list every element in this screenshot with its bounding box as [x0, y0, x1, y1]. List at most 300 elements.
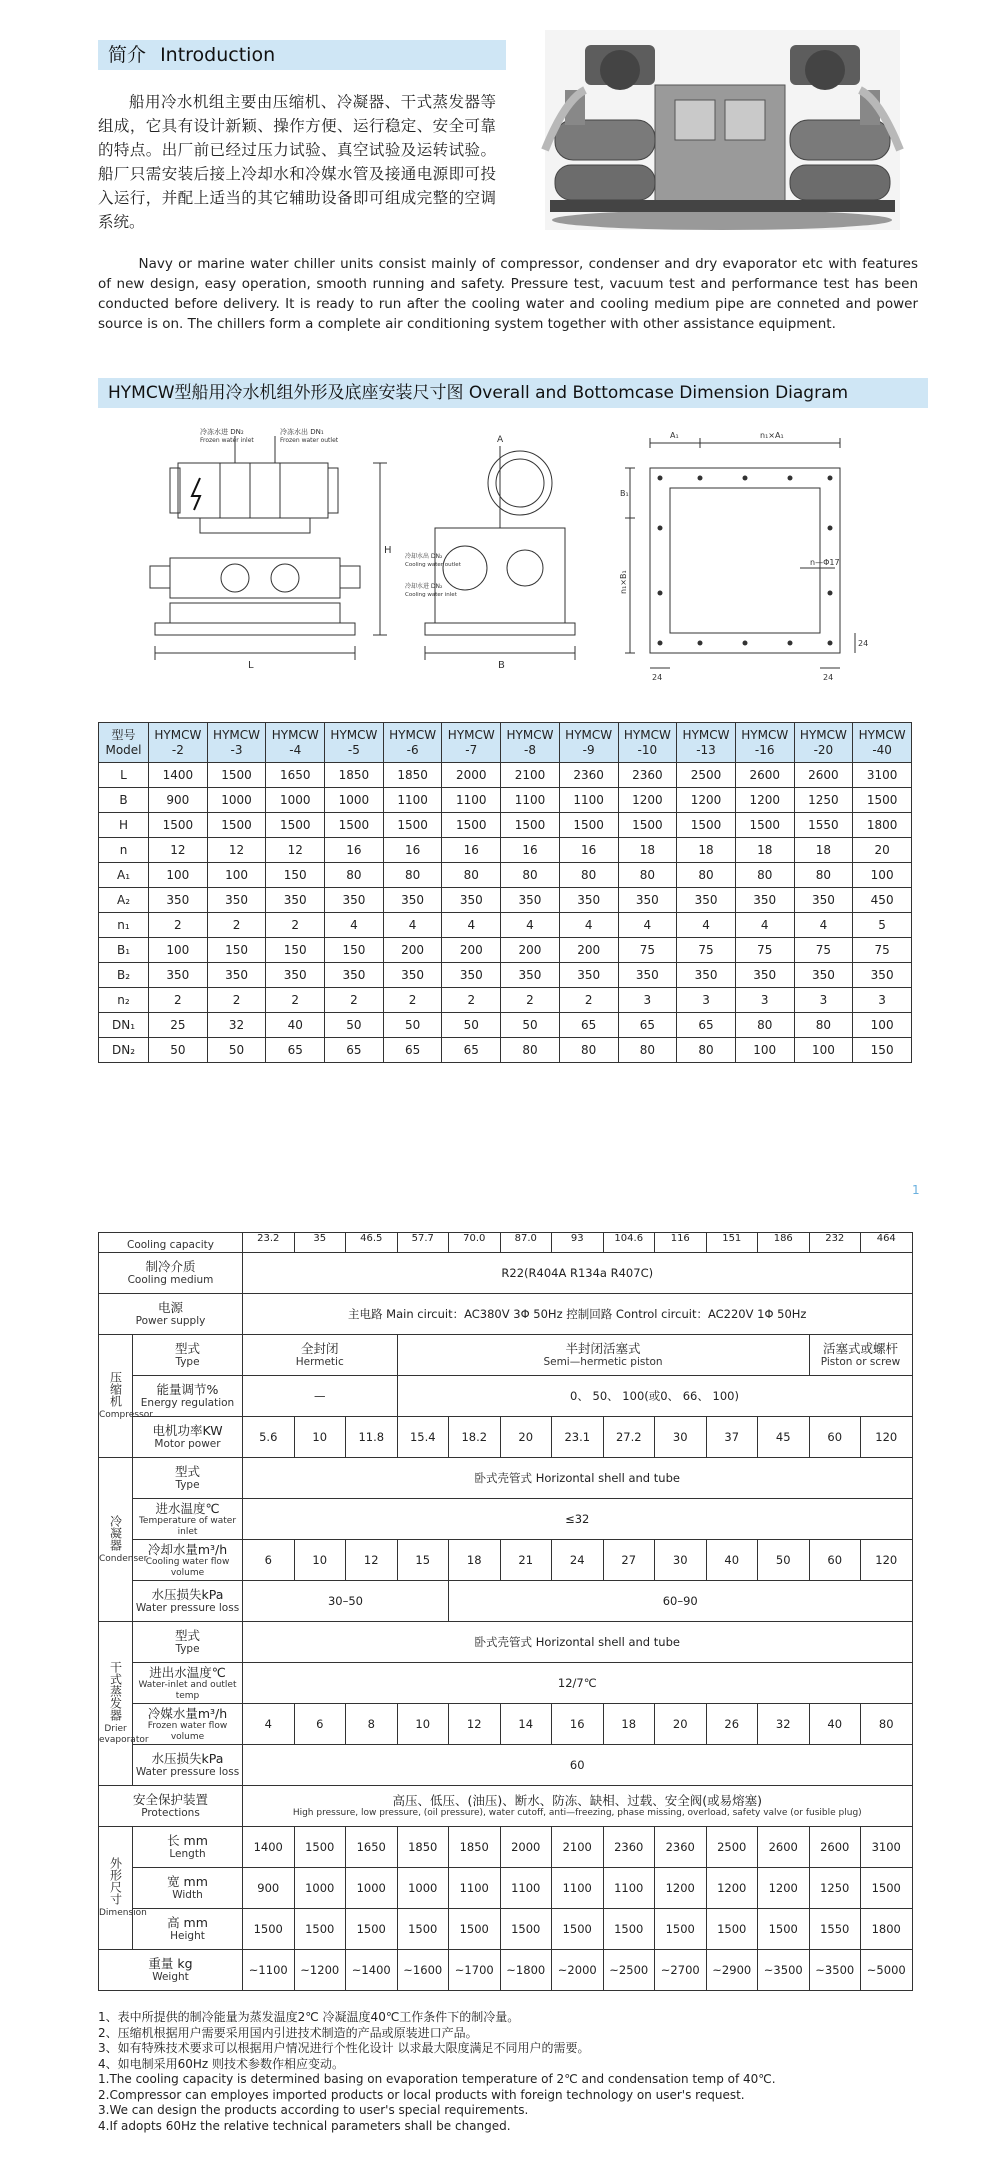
- note-line: 4.If adopts 60Hz the relative technical parameters shall be changed.: [98, 2118, 511, 2133]
- label-fw-out-zh: 冷冻水出 DN₁: [280, 428, 324, 436]
- dimension-cell: 350: [735, 888, 794, 913]
- width-cell: 1250: [809, 1868, 861, 1909]
- dimension-cell: 100: [207, 863, 266, 888]
- dimension-cell: 350: [735, 963, 794, 988]
- dimension-cell: 32: [207, 1013, 266, 1038]
- cond-flow-cell: 21: [500, 1540, 552, 1581]
- dimension-cell: 12: [266, 838, 325, 863]
- cond-flow-cell: 50: [758, 1540, 810, 1581]
- weight-cell: ~2500: [603, 1950, 655, 1991]
- model-header-cell: HYMCW -40: [853, 723, 912, 763]
- dimension-row-label: n₂: [99, 988, 149, 1013]
- width-cell: 1000: [294, 1868, 346, 1909]
- dimension-table: [98, 722, 912, 1063]
- length-cell: 1500: [294, 1827, 346, 1868]
- dimension-cell: 350: [442, 963, 501, 988]
- dimension-cell: 4: [677, 913, 736, 938]
- label-24-b: 24: [823, 673, 834, 682]
- dimension-cell: 4: [383, 913, 442, 938]
- cc-12: 232: [809, 1233, 861, 1253]
- dimension-cell: 40: [266, 1013, 325, 1038]
- dimension-cell: 1500: [325, 813, 384, 838]
- evap-flow-cell: 10: [397, 1704, 449, 1745]
- dimension-cell: 65: [383, 1038, 442, 1063]
- dim-width-label: 宽 mm Width: [133, 1868, 243, 1909]
- label-n1A1: n₁×A₁: [760, 431, 784, 440]
- dimension-cell: 1500: [266, 813, 325, 838]
- dimension-cell: 150: [853, 1038, 912, 1063]
- dimension-cell: 20: [853, 838, 912, 863]
- dimension-cell: 75: [735, 938, 794, 963]
- dimension-cell: 80: [325, 863, 384, 888]
- cond-type-value: 卧式壳管式 Horizontal shell and tube: [243, 1458, 913, 1499]
- protection-value: 高压、低压、(油压)、断水、防冻、缺相、过载、安全阀(或易熔塞) High pressure, low pressure, (oil pressure), water cutoff, anti—freezing, phase missing, overload, safety valve (or fusible plug): [243, 1786, 913, 1827]
- dimension-cell: 1500: [735, 813, 794, 838]
- motor-power-cell: 15.4: [397, 1417, 449, 1458]
- dimension-cell: 80: [559, 1038, 618, 1063]
- power-value: 主电路 Main circuit：AC380V 3Φ 50Hz 控制回路 Control circuit：AC220V 1Φ 50Hz: [243, 1294, 913, 1335]
- diagram-heading: HYMCW型船用冷水机组外形及底座安装尺寸图 Overall and Bottomcase Dimension Diagram: [98, 378, 928, 408]
- evap-flow-cell: 4: [243, 1704, 295, 1745]
- dimension-cell: 350: [266, 888, 325, 913]
- dimension-cell: 1850: [325, 763, 384, 788]
- motor-power-cell: 45: [758, 1417, 810, 1458]
- dimension-cell: 65: [559, 1013, 618, 1038]
- label-B: B: [498, 660, 505, 671]
- dimension-row: [99, 963, 912, 988]
- length-cell: 2600: [758, 1827, 810, 1868]
- dimension-cell: 16: [559, 838, 618, 863]
- dimension-cell: 5: [853, 913, 912, 938]
- dimension-cell: 80: [794, 863, 853, 888]
- motor-power-cell: 23.1: [552, 1417, 604, 1458]
- dimension-row-label: B: [99, 788, 149, 813]
- dimension-cell: 4: [501, 913, 560, 938]
- dimension-cell: 2: [149, 913, 208, 938]
- dimension-cell: 2600: [794, 763, 853, 788]
- weight-cell: ~1700: [449, 1950, 501, 1991]
- height-cell: 1500: [706, 1909, 758, 1950]
- dimension-cell: 4: [618, 913, 677, 938]
- intro-heading-zh: 简介: [108, 44, 147, 66]
- dimension-cell: 350: [149, 888, 208, 913]
- label-cwo-en: Cooling water outlet: [405, 562, 461, 568]
- dimension-cell: 2: [501, 988, 560, 1013]
- length-cell: 1650: [346, 1827, 398, 1868]
- height-cell: 1500: [500, 1909, 552, 1950]
- dimension-cell: 1500: [383, 813, 442, 838]
- base-plan-drawing: [620, 428, 880, 700]
- dimension-cell: 2: [207, 988, 266, 1013]
- cc-4: 57.7: [397, 1233, 449, 1253]
- intro-heading: [98, 40, 506, 70]
- dimension-cell: 350: [794, 888, 853, 913]
- model-header-label: 型号 Model: [99, 723, 149, 763]
- dimension-cell: 100: [149, 863, 208, 888]
- dimension-cell: 16: [442, 838, 501, 863]
- dimension-row: [99, 863, 912, 888]
- dimension-cell: 150: [266, 938, 325, 963]
- weight-cell: ~5000: [861, 1950, 913, 1991]
- height-cell: 1500: [294, 1909, 346, 1950]
- dimension-cell: 350: [266, 963, 325, 988]
- dimension-cell: 18: [677, 838, 736, 863]
- motor-power-cell: 120: [861, 1417, 913, 1458]
- comp-motor-label: 电机功率KW Motor power: [133, 1417, 243, 1458]
- cc-9: 116: [655, 1233, 707, 1253]
- compressor-group: 压缩机 Compressor: [99, 1335, 133, 1458]
- dimension-cell: 1550: [794, 813, 853, 838]
- cc-11: 186: [758, 1233, 810, 1253]
- model-header-cell: HYMCW -8: [501, 723, 560, 763]
- dimension-row: [99, 913, 912, 938]
- dimension-cell: 80: [383, 863, 442, 888]
- cc-3: 46.5: [346, 1233, 398, 1253]
- dimension-cell: 100: [735, 1038, 794, 1063]
- dimension-cell: 1500: [677, 813, 736, 838]
- dimension-cell: 350: [618, 888, 677, 913]
- dimension-cell: 2500: [677, 763, 736, 788]
- dimension-cell: 150: [207, 938, 266, 963]
- dimension-cell: 50: [383, 1013, 442, 1038]
- power-label: 电源 Power supply: [99, 1294, 243, 1335]
- dimension-cell: 2: [559, 988, 618, 1013]
- cc-6: 87.0: [500, 1233, 552, 1253]
- dimension-row-label: DN₂: [99, 1038, 149, 1063]
- model-header-cell: HYMCW -13: [677, 723, 736, 763]
- cond-flow-cell: 120: [861, 1540, 913, 1581]
- height-cell: 1500: [655, 1909, 707, 1950]
- dimension-cell: 100: [853, 863, 912, 888]
- dimension-row-label: A₁: [99, 863, 149, 888]
- cond-flow-cell: 6: [243, 1540, 295, 1581]
- dimension-cell: 350: [207, 888, 266, 913]
- length-cell: 1400: [243, 1827, 295, 1868]
- label-fw-in-zh: 冷冻水进 DN₂: [200, 428, 244, 436]
- intro-heading-en: Introduction: [160, 44, 276, 66]
- dimension-cell: 1100: [559, 788, 618, 813]
- label-fw-out-en: Frozen water outlet: [280, 437, 339, 444]
- label-hole: n—Φ17: [810, 558, 840, 567]
- dimension-cell: 3100: [853, 763, 912, 788]
- dim-length-label: 长 mm Length: [133, 1827, 243, 1868]
- dimension-cell: 350: [383, 963, 442, 988]
- dimension-cell: 1800: [853, 813, 912, 838]
- dimension-cell: 350: [501, 963, 560, 988]
- comp-type-b: 半封闭活塞式 Semi—hermetic piston: [397, 1335, 809, 1376]
- evap-type-value: 卧式壳管式 Horizontal shell and tube: [243, 1622, 913, 1663]
- weight-label: 重量 kg Weight: [99, 1950, 243, 1991]
- model-header-cell: HYMCW -9: [559, 723, 618, 763]
- evap-flow-label: 冷媒水量m³/h Frozen water flow volume: [133, 1704, 243, 1745]
- cond-flow-cell: 18: [449, 1540, 501, 1581]
- evap-loss-value: 60: [243, 1745, 913, 1786]
- height-cell: 1800: [861, 1909, 913, 1950]
- dimension-row: [99, 1013, 912, 1038]
- cc-13: 464: [861, 1233, 913, 1253]
- dimension-cell: 150: [266, 863, 325, 888]
- weight-cell: ~3500: [809, 1950, 861, 1991]
- label-cwi-zh: 冷却水进 DN₂: [405, 583, 443, 590]
- height-cell: 1500: [603, 1909, 655, 1950]
- dimension-cell: 1500: [149, 813, 208, 838]
- dimension-cell: 1500: [618, 813, 677, 838]
- dimension-cell: 65: [325, 1038, 384, 1063]
- height-cell: 1550: [809, 1909, 861, 1950]
- dimension-cell: 18: [618, 838, 677, 863]
- comp-energy-label: 能量调节% Energy regulation: [133, 1376, 243, 1417]
- evap-flow-cell: 40: [809, 1704, 861, 1745]
- motor-power-cell: 30: [655, 1417, 707, 1458]
- evap-flow-cell: 6: [294, 1704, 346, 1745]
- dimension-cell: 450: [853, 888, 912, 913]
- length-cell: 2100: [552, 1827, 604, 1868]
- dimension-cell: 900: [149, 788, 208, 813]
- weight-cell: ~2900: [706, 1950, 758, 1991]
- dimension-cell: 1200: [677, 788, 736, 813]
- dimension-cell: 200: [501, 938, 560, 963]
- comp-type-label: 型式 Type: [133, 1335, 243, 1376]
- weight-cell: ~2000: [552, 1950, 604, 1991]
- dimension-cell: 350: [794, 963, 853, 988]
- evap-temp-value: 12/7℃: [243, 1663, 913, 1704]
- evap-flow-cell: 20: [655, 1704, 707, 1745]
- cond-loss-a: 30–50: [243, 1581, 449, 1622]
- dimension-cell: 350: [559, 963, 618, 988]
- dimension-cell: 12: [207, 838, 266, 863]
- dimension-cell: 4: [442, 913, 501, 938]
- evaporator-group: 干式蒸发器 Drier evaporator: [99, 1622, 133, 1786]
- dimension-cell: 75: [618, 938, 677, 963]
- comp-energy-a: —: [243, 1376, 398, 1417]
- dimension-cell: 2360: [559, 763, 618, 788]
- weight-cell: ~2700: [655, 1950, 707, 1991]
- dimension-cell: 350: [677, 888, 736, 913]
- dimension-cell: 350: [559, 888, 618, 913]
- width-cell: 1200: [655, 1868, 707, 1909]
- dimension-cell: 2: [266, 988, 325, 1013]
- dimension-cell: 1100: [501, 788, 560, 813]
- dimension-cell: 1000: [266, 788, 325, 813]
- dimension-cell: 2600: [735, 763, 794, 788]
- width-cell: 1100: [552, 1868, 604, 1909]
- cond-loss-b: 60–90: [449, 1581, 913, 1622]
- comp-energy-b: 0、 50、 100(或0、 66、 100): [397, 1376, 912, 1417]
- cond-inlet-label: 进水温度℃ Temperature of water inlet: [133, 1499, 243, 1540]
- cond-flow-cell: 60: [809, 1540, 861, 1581]
- dimension-cell: 350: [618, 963, 677, 988]
- dimension-cell: 80: [442, 863, 501, 888]
- dimension-cell: 1200: [618, 788, 677, 813]
- dimension-row-label: DN₁: [99, 1013, 149, 1038]
- height-cell: 1500: [397, 1909, 449, 1950]
- row-cooling-capacity: [99, 1233, 913, 1253]
- motor-power-cell: 18.2: [449, 1417, 501, 1458]
- dimension-cell: 16: [325, 838, 384, 863]
- width-cell: 900: [243, 1868, 295, 1909]
- dimension-cell: 1650: [266, 763, 325, 788]
- motor-power-cell: 20: [500, 1417, 552, 1458]
- label-fw-in-en: Frozen water inlet: [200, 437, 254, 444]
- cond-type-label: 型式 Type: [133, 1458, 243, 1499]
- cc-2: 35: [294, 1233, 346, 1253]
- dimension-cell: 80: [618, 1038, 677, 1063]
- model-header-cell: HYMCW -20: [794, 723, 853, 763]
- dimension-cell: 3: [853, 988, 912, 1013]
- cooling-capacity-label: Cooling capacity: [99, 1233, 243, 1253]
- label-A1: A₁: [670, 431, 679, 440]
- dimension-cell: 4: [735, 913, 794, 938]
- evap-flow-cell: 8: [346, 1704, 398, 1745]
- dimension-cell: 1250: [794, 788, 853, 813]
- dimension-row-label: B₂: [99, 963, 149, 988]
- dimension-cell: 100: [853, 1013, 912, 1038]
- model-header-cell: HYMCW -4: [266, 723, 325, 763]
- dimension-cell: 350: [325, 963, 384, 988]
- dimension-cell: 12: [149, 838, 208, 863]
- dimension-row-label: L: [99, 763, 149, 788]
- dimension-cell: 65: [677, 1013, 736, 1038]
- dimension-cell: 200: [559, 938, 618, 963]
- dimension-cell: 350: [149, 963, 208, 988]
- dimension-cell: 1400: [149, 763, 208, 788]
- dimension-row: [99, 788, 912, 813]
- intro-paragraph-en: Navy or marine water chiller units consist mainly of compressor, condenser and dry evaporator etc with features of new design, easy operation, smooth running and safety. Pressure test, vacuum test and performance test has been conducted before delivery. It is ready to run after the cooling water and cooling medium pipe are conneted and power source is on. The chillers form a complete air conditioning system together with other assistance equipment.: [98, 256, 918, 332]
- evap-flow-cell: 16: [552, 1704, 604, 1745]
- page-mark: 1: [912, 1183, 920, 1197]
- width-cell: 1100: [500, 1868, 552, 1909]
- length-cell: 3100: [861, 1827, 913, 1868]
- evap-flow-cell: 80: [861, 1704, 913, 1745]
- label-24-c: 24: [858, 639, 869, 648]
- dimension-cell: 75: [677, 938, 736, 963]
- dimension-cell: 80: [677, 1038, 736, 1063]
- dimension-cell: 80: [794, 1013, 853, 1038]
- dimension-row: [99, 1038, 912, 1063]
- dimension-cell: 2: [383, 988, 442, 1013]
- protection-label: 安全保护装置 Protections: [99, 1786, 243, 1827]
- note-line: 1、表中所提供的制冷能量为蒸发温度2℃ 冷凝温度40℃工作条件下的制冷量。: [98, 2010, 520, 2024]
- dimension-cell: 3: [735, 988, 794, 1013]
- label-cwi-en: Cooling water inlet: [405, 592, 457, 598]
- evap-temp-label: 进出水温度℃ Water-inlet and outlet temp: [133, 1663, 243, 1704]
- dimension-cell: 3: [794, 988, 853, 1013]
- spec-table: [98, 1232, 913, 1991]
- dimension-cell: 350: [442, 888, 501, 913]
- dimension-row: [99, 988, 912, 1013]
- dimension-cell: 65: [442, 1038, 501, 1063]
- dimension-cell: 1500: [207, 763, 266, 788]
- label-cwo-zh: 冷却水出 DN₂: [405, 553, 443, 560]
- dimension-cell: 2: [325, 988, 384, 1013]
- model-header-cell: HYMCW -3: [207, 723, 266, 763]
- dimension-cell: 2100: [501, 763, 560, 788]
- dimension-cell: 350: [677, 963, 736, 988]
- cc-8: 104.6: [603, 1233, 655, 1253]
- evap-type-label: 型式 Type: [133, 1622, 243, 1663]
- motor-power-cell: 60: [809, 1417, 861, 1458]
- label-H: H: [384, 545, 392, 556]
- cond-flow-cell: 10: [294, 1540, 346, 1581]
- dimension-cell: 1000: [325, 788, 384, 813]
- dimension-cell: 3: [618, 988, 677, 1013]
- dimension-cell: 80: [501, 1038, 560, 1063]
- dimension-cell: 1100: [383, 788, 442, 813]
- cond-flow-cell: 12: [346, 1540, 398, 1581]
- dimension-cell: 200: [442, 938, 501, 963]
- side-view-drawing: [405, 428, 590, 700]
- dimension-cell: 16: [501, 838, 560, 863]
- weight-cell: ~1200: [294, 1950, 346, 1991]
- dimension-cell: 1500: [442, 813, 501, 838]
- cond-flow-cell: 30: [655, 1540, 707, 1581]
- motor-power-cell: 10: [294, 1417, 346, 1458]
- dimension-cell: 1500: [501, 813, 560, 838]
- dimension-cell: 2: [442, 988, 501, 1013]
- length-cell: 1850: [449, 1827, 501, 1868]
- comp-type-a: 全封闭 Hermetic: [243, 1335, 398, 1376]
- dimension-cell: 18: [735, 838, 794, 863]
- length-cell: 2360: [655, 1827, 707, 1868]
- dimension-row: [99, 763, 912, 788]
- dimension-cell: 50: [207, 1038, 266, 1063]
- dimension-cell: 200: [383, 938, 442, 963]
- width-cell: 1100: [449, 1868, 501, 1909]
- cc-10: 151: [706, 1233, 758, 1253]
- dimension-row: [99, 838, 912, 863]
- dimension-cell: 350: [501, 888, 560, 913]
- dimension-cell: 75: [853, 938, 912, 963]
- dimension-cell: 80: [559, 863, 618, 888]
- note-line: 4、如电制采用60Hz 则技术参数作相应变动。: [98, 2056, 345, 2071]
- dimension-cell: 18: [794, 838, 853, 863]
- label-A: A: [497, 435, 504, 445]
- length-cell: 2360: [603, 1827, 655, 1868]
- dim-height-label: 高 mm Height: [133, 1909, 243, 1950]
- width-cell: 1200: [706, 1868, 758, 1909]
- dimension-cell: 350: [383, 888, 442, 913]
- dimension-cell: 1000: [207, 788, 266, 813]
- length-cell: 2600: [809, 1827, 861, 1868]
- dimension-cell: 3: [677, 988, 736, 1013]
- dimension-row: [99, 813, 912, 838]
- model-header-row: [99, 723, 912, 763]
- width-cell: 1000: [397, 1868, 449, 1909]
- length-cell: 2000: [500, 1827, 552, 1868]
- evap-flow-cell: 32: [758, 1704, 810, 1745]
- model-header-cell: HYMCW -16: [735, 723, 794, 763]
- dimension-row-label: n: [99, 838, 149, 863]
- refrigerant-value: R22(R404A R134a R407C): [243, 1253, 913, 1294]
- width-cell: 1200: [758, 1868, 810, 1909]
- comp-type-c: 活塞式或螺杆 Piston or screw: [809, 1335, 912, 1376]
- cond-flow-cell: 40: [706, 1540, 758, 1581]
- dimension-cell: 50: [501, 1013, 560, 1038]
- dimension-cell: 50: [442, 1013, 501, 1038]
- motor-power-cell: 5.6: [243, 1417, 295, 1458]
- motor-power-cell: 11.8: [346, 1417, 398, 1458]
- dimension-cell: 4: [794, 913, 853, 938]
- dimension-cell: 2: [207, 913, 266, 938]
- dimension-cell: 1850: [383, 763, 442, 788]
- dimension-cell: 50: [325, 1013, 384, 1038]
- motor-power-cell: 37: [706, 1417, 758, 1458]
- dimension-cell: 350: [207, 963, 266, 988]
- cond-inlet-value: ≤32: [243, 1499, 913, 1540]
- length-cell: 1850: [397, 1827, 449, 1868]
- refrigerant-label: 制冷介质 Cooling medium: [99, 1253, 243, 1294]
- cc-1: 23.2: [243, 1233, 295, 1253]
